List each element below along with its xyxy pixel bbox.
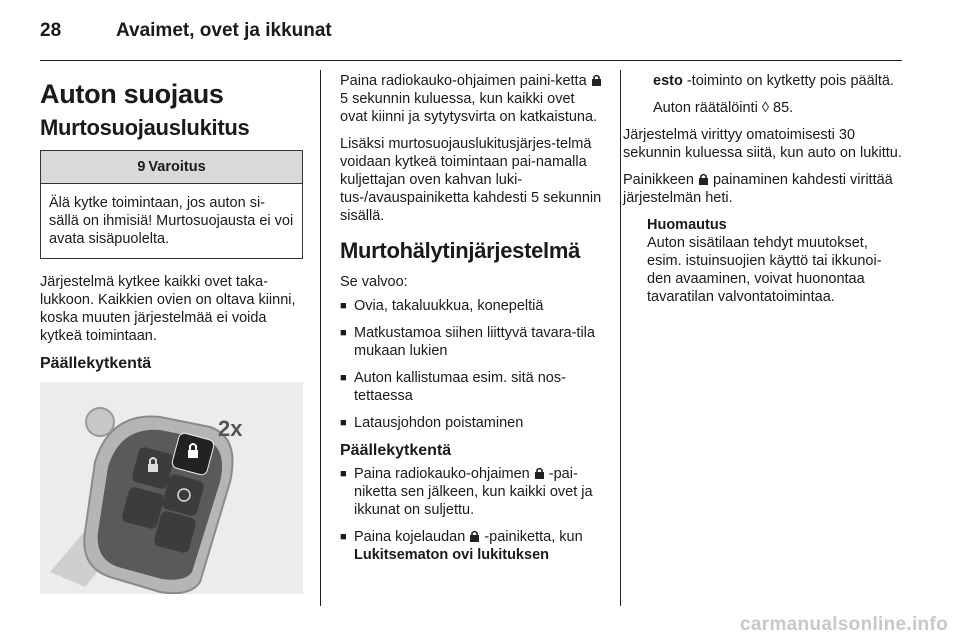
note-text: Auton sisätilaan tehdyt muutokset, esim. istuinsuojien käyttö tai ikkunoi-den avaaminen, voivat huonontaa tavaratilan valvontatoimintaa.: [647, 235, 882, 305]
reference-link[interactable]: ◊ 85.: [761, 100, 794, 116]
lock-icon: [591, 74, 602, 86]
key-fob-drawing: [40, 382, 303, 594]
watermark: carmanualsonline.info: [740, 614, 948, 635]
column-left: [40, 72, 303, 594]
warning-header: [41, 151, 302, 184]
monitors-intro: Se valvoo:: [340, 274, 408, 290]
section-heading: Auton suojaus: [40, 79, 224, 109]
page-number: 28: [40, 20, 62, 41]
header-rule: [40, 60, 902, 61]
lock-icon: [469, 530, 480, 542]
note-block: [623, 216, 905, 306]
activation-heading: Päällekytkentä: [40, 355, 152, 372]
remote-instruction: Paina radiokauko-ohjaimen paini-ketta 5 sekunnin kuluessa, kun kaikki ovet ovat kiinni ja sytytysvirta on katkaistuna.: [340, 72, 605, 126]
column-right: [623, 72, 905, 306]
body-paragraph: Painikkeen painaminen kahdesti virittää järjestelmän heti.: [623, 172, 893, 206]
body-paragraph: Lisäksi murtosuojauslukitusjärjes-telmä voidaan kytkeä toimintaan pai-namalla kuljettajan oven kahvan luki-tus-/avauspainiketta kahdesti 5 sekunnin sisällä.: [340, 136, 602, 224]
lock-icon: [534, 467, 545, 479]
body-paragraph: Järjestelmä virittyy omatoimisesti 30 sekunnin kuluessa siitä, kun auto on lukittu.: [623, 127, 902, 161]
list-item: ■ Paina kojelaudan -painiketta, kun Lukitsematon ovi lukituksen: [340, 528, 605, 564]
warning-box: [40, 150, 303, 259]
list-item: ■ Matkustamoa siihen liittyvä tavara-tila mukaan lukien: [340, 324, 605, 360]
lock-icon: [698, 173, 709, 185]
key-fob-illustration: [40, 382, 303, 594]
cross-reference: Auton räätälöinti ◊ 85.: [653, 100, 794, 116]
subsection-heading: Murtosuojauslukitus: [40, 115, 250, 140]
activation-list: [340, 465, 605, 564]
list-item: ■ Ovia, takaluukkua, konepeltiä: [340, 297, 605, 315]
list-item: ■ Paina radiokauko-ohjaimen -pai-niketta sen jälkeen, kun kaikki ovet ja ikkunat on suljettu.: [340, 465, 605, 519]
list-item: ■ Auton kallistumaa esim. sitä nos-tettaessa: [340, 369, 605, 405]
warning-icon: 9: [137, 159, 146, 175]
list-item: ■ Latausjohdon poistaminen: [340, 414, 605, 432]
warning-title: Varoitus: [148, 159, 206, 175]
column-divider-1: [320, 70, 321, 606]
column-divider-2: [620, 70, 621, 606]
press-twice-label: 2x: [218, 416, 243, 441]
body-paragraph: Järjestelmä kytkee kaikki ovet taka-lukkoon. Kaikkien ovien on oltava kiinni, koska muuten järjestelmää ei voida kytkeä toimintaan.: [40, 274, 296, 344]
monitored-items-list: [340, 297, 605, 432]
running-header-title: Avaimet, ovet ja ikkunat: [116, 20, 332, 41]
alarm-section-heading: Murtohälytinjärjestelmä: [340, 238, 581, 263]
note-title: Huomautus: [647, 217, 727, 233]
continued-text: esto -toiminto on kytketty pois päältä.: [653, 73, 894, 89]
activation-heading: Päällekytkentä: [340, 442, 452, 459]
column-middle: [340, 72, 605, 573]
warning-text: Älä kytke toimintaan, jos auton si-sällä on ihmisiä! Murtosuojausta ei voi avata sisäpuolelta.: [49, 195, 294, 247]
